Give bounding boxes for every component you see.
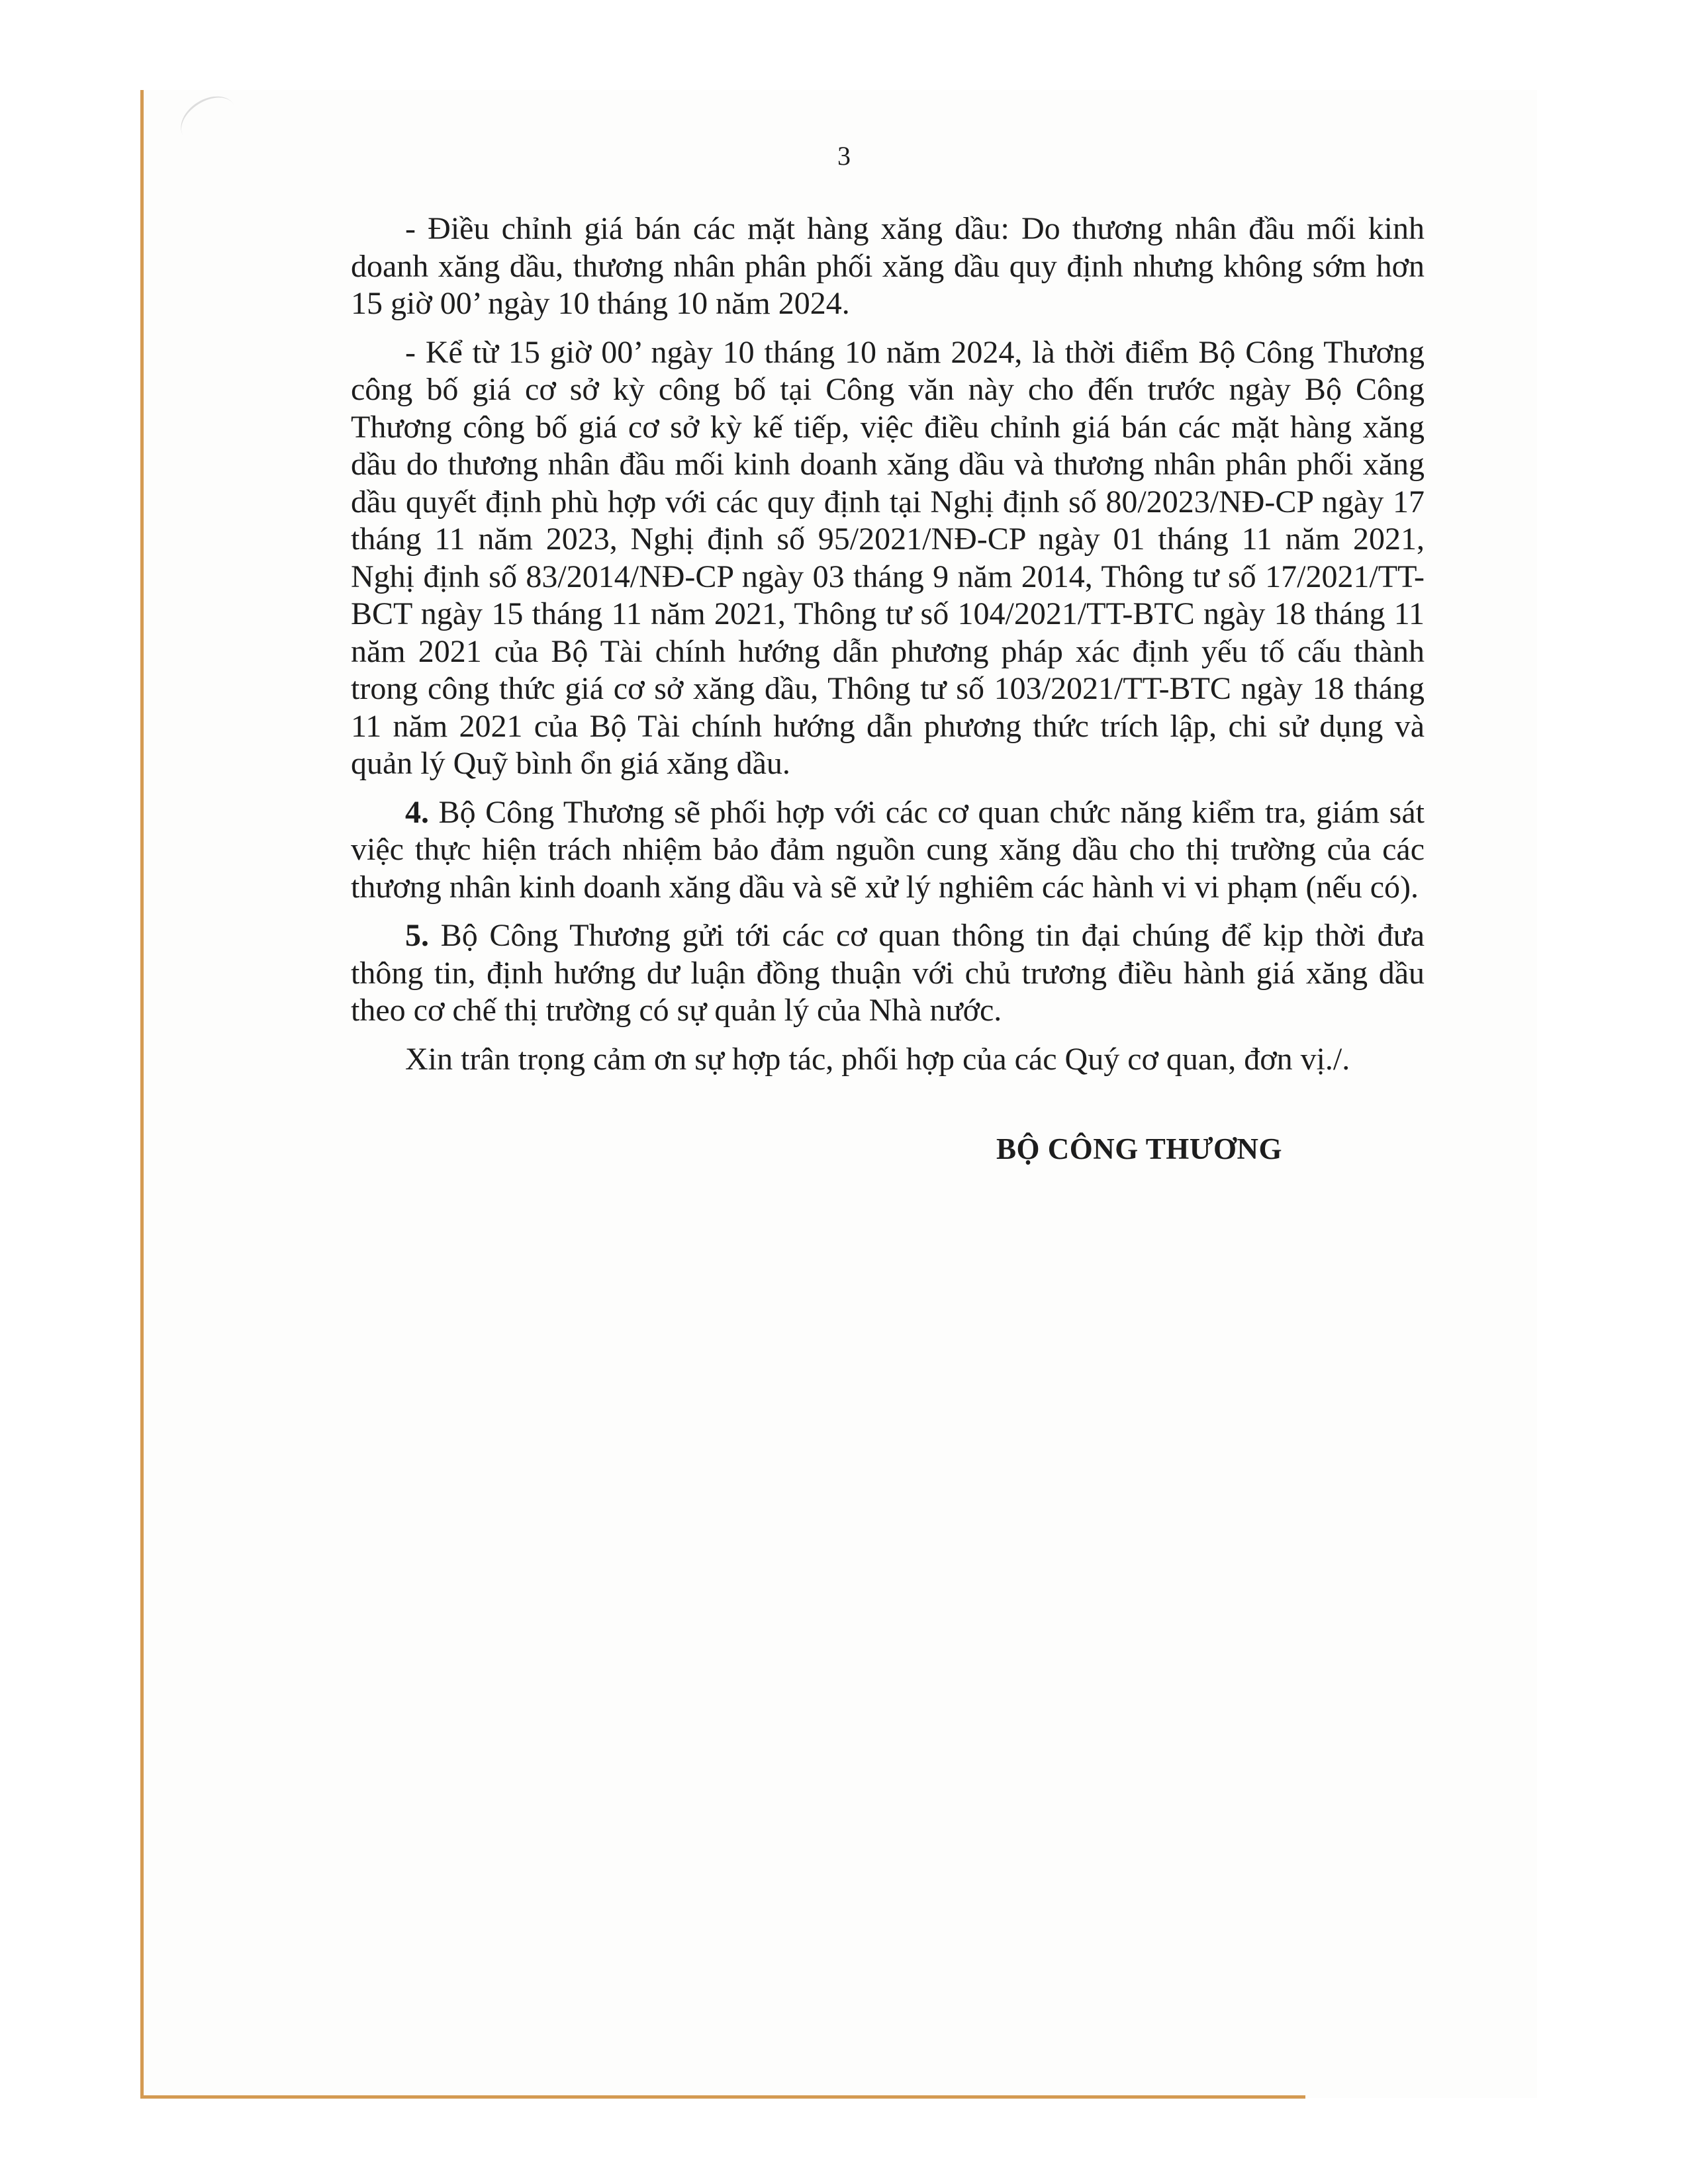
document-body (351, 210, 1425, 1089)
paragraph-price-period (351, 334, 1425, 783)
paragraph-5-media (351, 917, 1425, 1030)
paragraph-price-adjustment (351, 210, 1425, 323)
paragraph-number: 4. (405, 794, 429, 830)
paragraph-text: Xin trân trọng cảm ơn sự hợp tác, phối hợp của các Quý cơ quan, đơn vị./. (405, 1041, 1350, 1077)
signature-ministry: BỘ CÔNG THƯƠNG (996, 1132, 1283, 1165)
paragraph-text: Bộ Công Thương gửi tới các cơ quan thông tin đại chúng để kịp thời đưa thông tin, định hướng dư luận đồng thuận với chủ trương điều hành giá xăng dầu theo cơ chế thị trường có sự quản lý của Nhà nước. (351, 918, 1425, 1028)
paragraph-number: 5. (405, 918, 429, 953)
paragraph-closing (351, 1041, 1425, 1079)
paragraph-4-supervision (351, 794, 1425, 907)
paragraph-text: - Kể từ 15 giờ 00’ ngày 10 tháng 10 năm 2024, là thời điểm Bộ Công Thương công bố giá cơ sở kỳ công bố tại Công văn này cho đến trước ngày Bộ Công Thương công bố giá cơ sở kỳ kế tiếp, việc điều chỉnh giá bán các mặt hàng xăng dầu do thương nhân đầu mối kinh doanh xăng dầu và thương nhân phân phối xăng dầu quyết định phù hợp với các quy định tại Nghị định số 80/2023/NĐ-CP ngày 17 tháng 11 năm 2023, Nghị định số 95/2021/NĐ-CP ngày 01 tháng 11 năm 2021, Nghị định số 83/2014/NĐ-CP ngày 03 tháng 9 năm 2014, Thông tư số 17/2021/TT-BCT ngày 15 tháng 11 năm 2021, Thông tư số 104/2021/TT-BTC ngày 18 tháng 11 năm 2021 của Bộ Tài chính hướng dẫn phương pháp xác định yếu tố cấu thành trong công thức giá cơ sở xăng dầu, Thông tư số 103/2021/TT-BTC ngày 18 tháng 11 năm 2021 của Bộ Tài chính hướng dẫn phương thức trích lập, chi sử dụng và quản lý Quỹ bình ổn giá xăng dầu. (351, 334, 1425, 781)
page-number: 3 (837, 141, 851, 171)
paper-edge-left (140, 90, 144, 2098)
paragraph-text: - Điều chỉnh giá bán các mặt hàng xăng dầu: Do thương nhân đầu mối kinh doanh xăng dầu, thương nhân phân phối xăng dầu quy định nhưng không sớm hơn 15 giờ 00’ ngày 10 tháng 10 năm 2024. (351, 211, 1425, 321)
paper-edge-bottom (140, 2095, 1305, 2099)
paragraph-text: Bộ Công Thương sẽ phối hợp với các cơ quan chức năng kiểm tra, giám sát việc thực hiện trách nhiệm bảo đảm nguồn cung xăng dầu cho thị trường của các thương nhân kinh doanh xăng dầu và sẽ xử lý nghiêm các hành vi vi phạm (nếu có). (351, 794, 1425, 905)
